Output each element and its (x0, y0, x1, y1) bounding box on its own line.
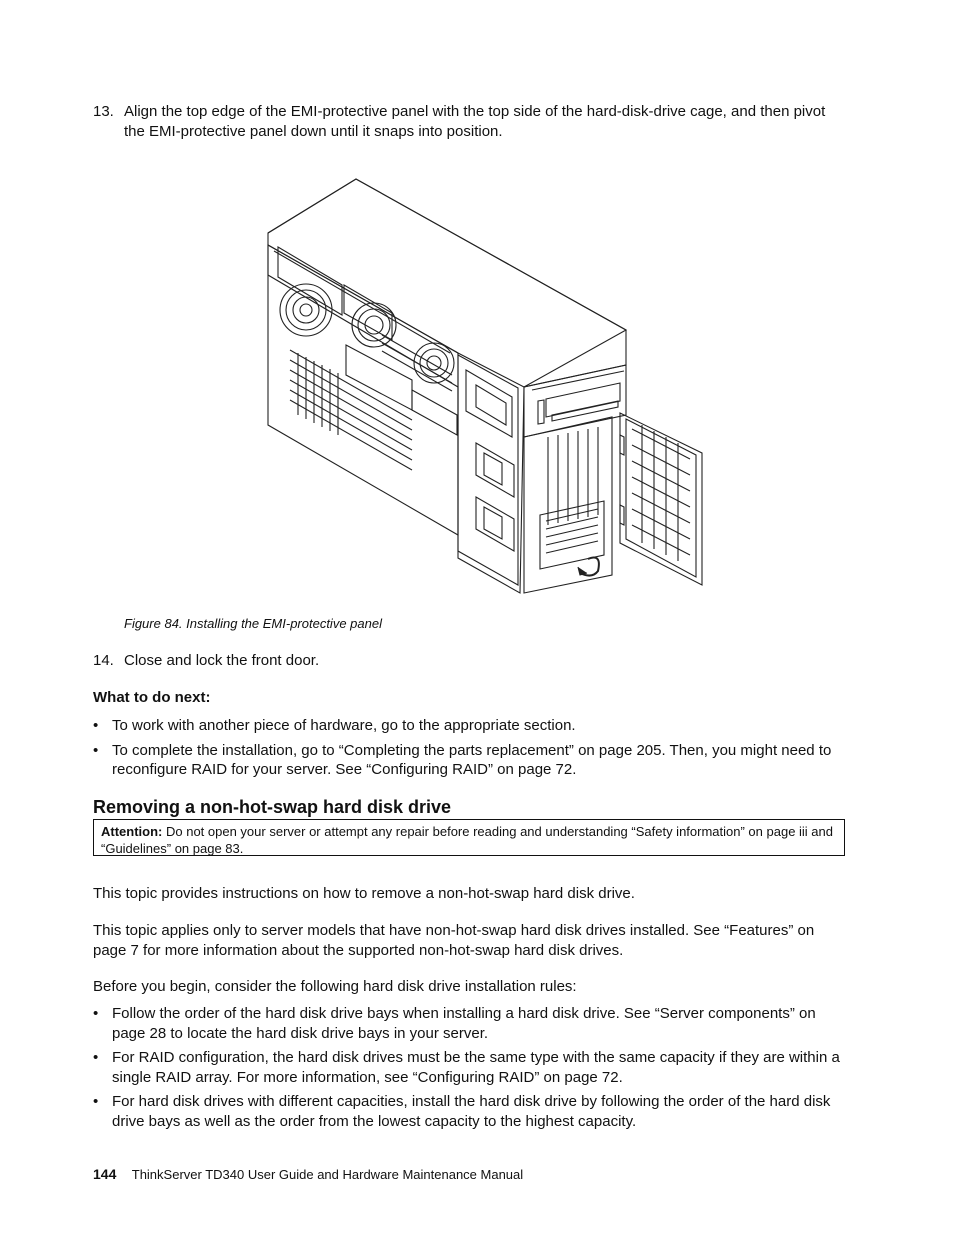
list-item (93, 1092, 843, 1131)
list-item-text: For RAID configuration, the hard disk drives must be the same type with the same capacity if they are within a single RAID array. For more information, see “Configuring RAID” on page 72. (112, 1049, 840, 1086)
what-next-heading: What to do next: (93, 689, 211, 706)
list-item-text: To complete the installation, go to “Completing the parts replacement” on page 205. Then, you might need to reconfigure RAID for your server. See “Configuring RAID” on page 72. (112, 741, 832, 778)
section-title: Removing a non-hot-swap hard disk drive (93, 797, 452, 817)
step-number: 14. (93, 652, 114, 669)
rules-list (93, 1004, 843, 1136)
step-text: Close and lock the front door. (124, 652, 320, 669)
bullet-icon: • (93, 717, 99, 734)
step-text: Align the top edge of the EMI-protective panel with the top side of the hard-disk-drive cage, and then pivot the EMI-protective panel down until it snaps into position. (124, 103, 826, 140)
attention-label: Attention: (101, 824, 163, 839)
attention-text: Do not open your server or attempt any repair before reading and understanding “Safety information” on page iii and “Guidelines” on page 83. (101, 824, 833, 856)
page-footer (93, 1166, 523, 1182)
list-item (93, 1048, 843, 1087)
server-illustration (262, 175, 708, 595)
what-next-list (93, 716, 843, 785)
list-item-text: Follow the order of the hard disk drive bays when installing a hard disk drive. See “Server components” on page 28 to locate the hard disk drive bays in your server. (112, 1005, 816, 1042)
bullet-icon: • (93, 1093, 99, 1110)
list-item (93, 716, 843, 736)
attention-notice (93, 819, 845, 856)
manual-title: ThinkServer TD340 User Guide and Hardware Maintenance Manual (131, 1167, 524, 1182)
list-item (93, 741, 843, 780)
bullet-icon: • (93, 1049, 99, 1066)
figure-caption: Figure 84. Installing the EMI-protective panel (124, 616, 382, 631)
list-item-text: For hard disk drives with different capacities, install the hard disk drive by following the order of the hard disk drive bays as well as the order from the lowest capacity to the highest capacity. (112, 1093, 831, 1130)
list-item-text: To work with another piece of hardware, go to the appropriate section. (112, 717, 576, 734)
bullet-icon: • (93, 741, 99, 759)
rules-intro-paragraph: Before you begin, consider the following hard disk drive installation rules: (93, 978, 577, 995)
scope-paragraph: This topic applies only to server models that have non-hot-swap hard disk drives installed. See “Features” on page 7 for more information about the supported non-hot-swap hard disk drives. (93, 922, 815, 959)
bullet-icon: • (93, 1005, 99, 1022)
list-item (93, 1004, 843, 1043)
intro-paragraph: This topic provides instructions on how to remove a non-hot-swap hard disk drive. (93, 885, 635, 902)
page-number: 144 (93, 1166, 117, 1182)
step-number: 13. (93, 103, 114, 120)
